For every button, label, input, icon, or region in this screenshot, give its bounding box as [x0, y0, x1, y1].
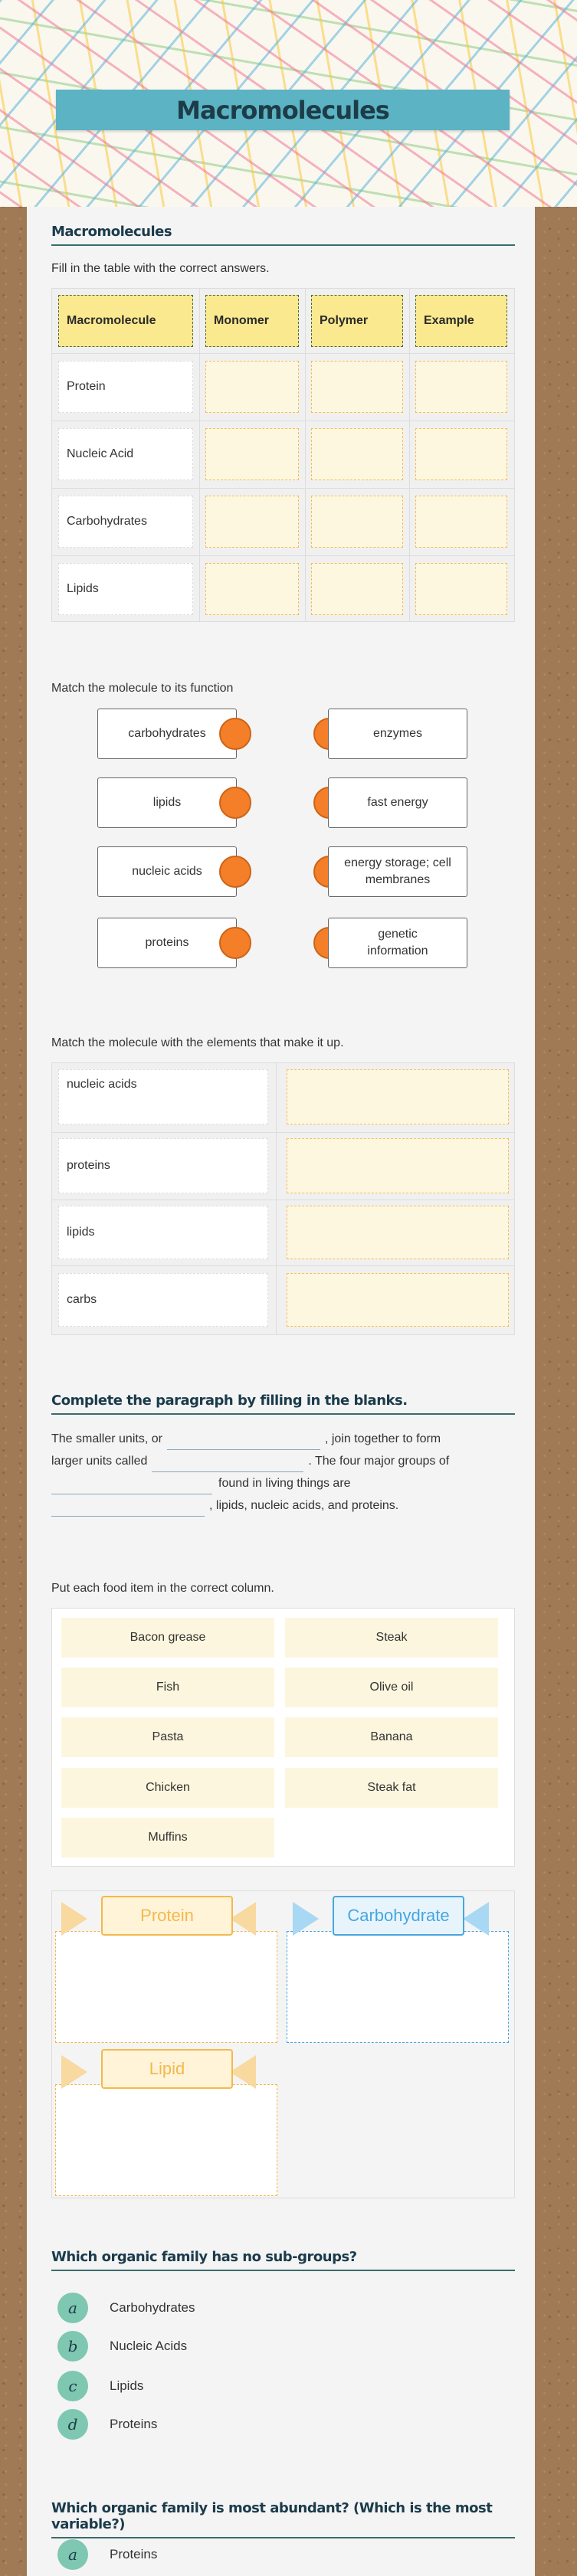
option-d[interactable] — [57, 2408, 157, 2440]
match-right-item[interactable]: energy storage; cell membranes — [328, 846, 467, 897]
connector-dot[interactable] — [219, 718, 251, 750]
category-label-lipid: Lipid — [101, 2049, 233, 2089]
drop-cell[interactable] — [311, 428, 403, 480]
protein-dropzone[interactable] — [55, 1931, 277, 2043]
option-text: Lipids — [110, 2378, 144, 2393]
option-text: Proteins — [110, 2417, 158, 2431]
paragraph-title: Complete the paragraph by filling in the blanks. — [51, 1393, 515, 1415]
paragraph-text: The smaller units, or — [51, 1432, 162, 1445]
element-item: nucleic acids — [58, 1069, 268, 1124]
food-item[interactable]: Banana — [285, 1717, 498, 1757]
drop-cell[interactable] — [205, 361, 299, 413]
ribbon-tail — [293, 1902, 319, 1936]
ribbon-tail — [230, 1902, 256, 1936]
match-elements-panel — [51, 1062, 515, 1335]
option-letter: c — [57, 2371, 88, 2401]
fill-paragraph — [51, 1428, 515, 1517]
match-right-item[interactable]: fast energy — [328, 777, 467, 828]
option-letter: a — [57, 2293, 88, 2323]
drop-cell[interactable] — [287, 1069, 509, 1124]
food-item[interactable]: Bacon grease — [61, 1618, 274, 1658]
drop-cell[interactable] — [311, 361, 403, 413]
ribbon-tail — [61, 2055, 87, 2089]
paragraph-text: larger units called — [51, 1455, 148, 1468]
food-item[interactable]: Muffins — [61, 1818, 274, 1858]
element-item: lipids — [58, 1206, 268, 1259]
option-letter: d — [57, 2409, 88, 2440]
paragraph-text: found in living things are — [218, 1477, 351, 1490]
col-header-monomer: Monomer — [205, 295, 299, 347]
drop-cell[interactable] — [415, 563, 507, 615]
food-item[interactable]: Chicken — [61, 1768, 274, 1808]
drop-cell[interactable] — [287, 1138, 509, 1193]
match-left-item[interactable]: proteins — [97, 918, 237, 968]
food-item[interactable]: Steak — [285, 1618, 498, 1658]
connector-dot[interactable] — [219, 927, 251, 959]
food-bank — [51, 1608, 515, 1867]
worksheet-paper — [27, 207, 535, 2576]
title-bar — [56, 90, 510, 130]
option-b[interactable] — [57, 2330, 187, 2362]
carbohydrate-dropzone[interactable] — [287, 1931, 509, 2043]
blank-input[interactable] — [167, 1436, 320, 1450]
ribbon-tail — [61, 1902, 87, 1936]
element-item: proteins — [58, 1138, 268, 1193]
drop-cell[interactable] — [415, 496, 507, 548]
header-banner — [0, 0, 577, 207]
drop-cell[interactable] — [205, 563, 299, 615]
match-right-item[interactable]: genetic information — [328, 918, 467, 968]
blank-input[interactable] — [51, 1503, 205, 1517]
option-c[interactable] — [57, 2370, 143, 2402]
row-label-protein: Protein — [58, 361, 193, 413]
drop-cell[interactable] — [205, 428, 299, 480]
table-instruction: Fill in the table with the correct answers. — [51, 262, 270, 275]
food-item[interactable]: Pasta — [61, 1717, 274, 1757]
option-a[interactable] — [57, 2538, 157, 2571]
drop-cell[interactable] — [311, 496, 403, 548]
sort-instruction: Put each food item in the correct column. — [51, 1582, 274, 1595]
section-title: Macromolecules — [51, 224, 515, 246]
ribbon-tail — [463, 1902, 489, 1936]
option-letter: b — [57, 2331, 88, 2362]
page-title: Macromolecules — [176, 95, 389, 125]
answer-table — [51, 288, 515, 622]
blank-input[interactable] — [152, 1458, 303, 1472]
category-panel — [51, 1890, 515, 2198]
drop-cell[interactable] — [311, 563, 403, 615]
col-header-polymer: Polymer — [311, 295, 403, 347]
element-item: carbs — [58, 1273, 268, 1327]
category-label-carbohydrate: Carbohydrate — [333, 1896, 464, 1936]
col-header-example: Example — [415, 295, 507, 347]
paragraph-text: , join together to form — [324, 1432, 441, 1445]
question-title: Which organic family has no sub-groups? — [51, 2249, 515, 2271]
match-left-item[interactable]: lipids — [97, 777, 237, 828]
question-title: Which organic family is most abundant? (Which is the most variable?) — [51, 2500, 515, 2538]
match-left-item[interactable]: carbohydrates — [97, 709, 237, 759]
connector-dot[interactable] — [219, 856, 251, 888]
match-right-item[interactable]: enzymes — [328, 709, 467, 759]
match-function-instruction: Match the molecule to its function — [51, 682, 234, 695]
row-label-lipids: Lipids — [58, 563, 193, 615]
ribbon-tail — [230, 2055, 256, 2089]
drop-cell[interactable] — [205, 496, 299, 548]
connector-dot[interactable] — [219, 787, 251, 819]
food-item[interactable]: Fish — [61, 1668, 274, 1707]
option-letter: a — [57, 2539, 88, 2570]
option-a[interactable] — [57, 2292, 195, 2324]
drop-cell[interactable] — [415, 428, 507, 480]
col-header-macromolecule: Macromolecule — [58, 295, 193, 347]
lipid-dropzone[interactable] — [55, 2084, 277, 2196]
match-elements-instruction: Match the molecule with the elements that make it up. — [51, 1036, 344, 1049]
drop-cell[interactable] — [287, 1206, 509, 1259]
food-item[interactable]: Steak fat — [285, 1768, 498, 1808]
option-text: Proteins — [110, 2547, 158, 2561]
drop-cell[interactable] — [415, 361, 507, 413]
row-label-nucleic-acid: Nucleic Acid — [58, 428, 193, 480]
paragraph-text: , lipids, nucleic acids, and proteins. — [209, 1499, 399, 1512]
paragraph-text: . The four major groups of — [308, 1455, 450, 1468]
food-item[interactable]: Olive oil — [285, 1668, 498, 1707]
row-label-carbohydrates: Carbohydrates — [58, 496, 193, 548]
category-label-protein: Protein — [101, 1896, 233, 1936]
match-left-item[interactable]: nucleic acids — [97, 846, 237, 897]
drop-cell[interactable] — [287, 1273, 509, 1327]
option-text: Nucleic Acids — [110, 2339, 188, 2353]
option-text: Carbohydrates — [110, 2300, 195, 2315]
blank-input[interactable] — [51, 1481, 212, 1494]
